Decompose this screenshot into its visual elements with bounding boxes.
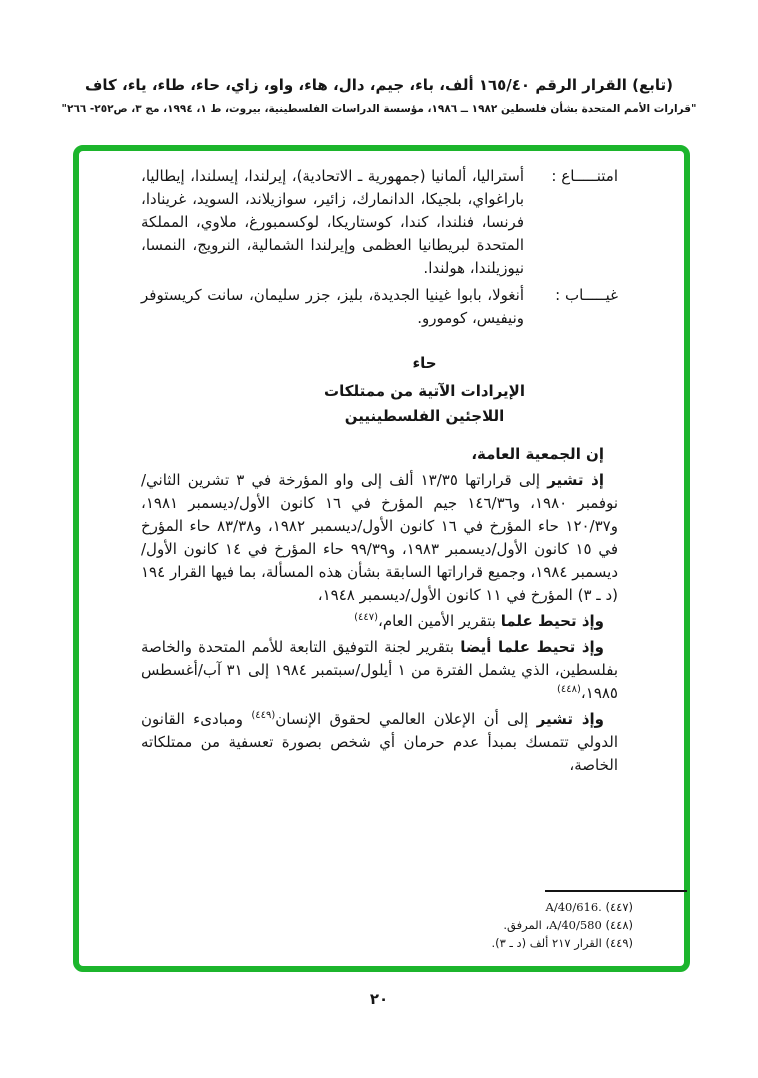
abstention-block bbox=[141, 165, 618, 280]
absent-countries: أنغولا، بابوا غينيا الجديدة، بليز، جزر سليمان، سانت كريستوفر ونيفيس، كومورو. bbox=[141, 286, 524, 327]
page-number: ٢٠ bbox=[369, 990, 389, 1008]
footnote-448 bbox=[347, 916, 687, 934]
resolution-opening-line: إن الجمعية العامة، bbox=[471, 445, 604, 463]
footnote-448-number: (٤٤٨) bbox=[605, 918, 633, 932]
page-body-text bbox=[141, 165, 618, 777]
footnotes-block bbox=[347, 890, 687, 952]
abstention-label: امتنـــــاع : bbox=[551, 167, 618, 185]
document-header-citation: "قرارات الأمم المتحدة بشأن فلسطين ١٩٨٢ ــ ١٩٨٦، مؤسسة الدراسات الفلسطينية، بيروت، ط ١، ١٩٩٤، مج ٣، ص٢٥٢- ٢٦٦" bbox=[61, 103, 697, 115]
footnote-449 bbox=[347, 934, 687, 952]
paragraph-recalling: إذ تشير إلى قراراتها ١٣/٣٥ ألف إلى واو المؤرخة في ٣ تشرين الثاني/نوفمبر ١٩٨٠، و١٤٦/٣٦ جيم المؤرخ في ١٦ كانون الأول/ديسمبر ١٩٨١، و١٢٠/٣٧ حاء المؤرخ في ١٦ كانون الأول/ديسمبر ١٩٨٢، و٨٣/٣٨ حاء المؤرخ في ١٥ كانون الأول/ديسمبر ١٩٨٣، و٩٩/٣٩ حاء المؤرخ في ١٤ كانون الأول/ديسمبر ١٩٨٤، وجميع قراراتها السابقة بشأن هذه المسألة، بما فيها القرار ١٩٤ (د ـ ٣) المؤرخ في ١١ كانون الأول/ديسمبر ١٩٤٨، bbox=[141, 471, 619, 604]
paragraph-taking-note-also: وإذ تحيط علما أيضا بتقرير لجنة التوفيق التابعة للأمم المتحدة والخاصة بفلسطين، الذي يشمل الفترة من ١ أيلول/سبتمبر ١٩٨٤ إلى ٣١ آب/أغسطس ١٩٨٥،$^{(٤٤٨)}$ bbox=[141, 638, 618, 702]
document-header-title: (تابع) القرار الرقم ١٦٥/٤٠ ألف، باء، جيم، دال، هاء، واو، زاي، حاء، طاء، ياء، كاف bbox=[85, 76, 673, 94]
green-border-frame bbox=[73, 145, 690, 972]
absent-label: غيـــــاب : bbox=[555, 286, 618, 304]
section-title-line1: الإيرادات الآتية من ممتلكات bbox=[324, 382, 525, 400]
footnote-449-text: القرار ٢١٧ ألف (د ـ ٣). bbox=[491, 936, 602, 950]
footnote-447-number: (٤٤٧) bbox=[605, 900, 633, 914]
paragraph-recalling-declaration: وإذ تشير إلى أن الإعلان العالمي لحقوق الإنسان$^{(٤٤٩)}$ ومبادىء القانون الدولي تتمسك بمبدأ عدم حرمان أي شخص بصورة تعسفية من ممتلكاته الخاصة، bbox=[141, 710, 618, 774]
footnote-448-reference: A/40/580 bbox=[549, 918, 602, 932]
section-title bbox=[141, 379, 618, 429]
footnote-447 bbox=[347, 898, 687, 916]
absent-block bbox=[141, 284, 618, 330]
abstention-countries: أستراليا، ألمانيا (جمهورية ـ الاتحادية)، إيرلندا، إيسلندا، إيطاليا، باراغواي، بلجيكا، الدانمارك، زائير، سوازيلاند، السويد، غرينادا، فرنسا، فنلندا، كندا، كوستاريكا، لوكسمبورغ، ملاوي، المملكة المتحدة لبريطانيا العظمى وإيرلندا الشمالية، النرويج، النمسا، نيوزيلندا، هولندا. bbox=[141, 167, 524, 277]
footnote-447-reference: A/40/616. bbox=[545, 900, 602, 914]
footnote-separator-rule bbox=[545, 890, 687, 892]
paragraph-taking-note: وإذ تحيط علما بتقرير الأمين العام،$^{(٤٤٧)}$ bbox=[354, 612, 604, 630]
footnote-448-text: ، المرفق. bbox=[503, 918, 550, 932]
footnote-449-number: (٤٤٩) bbox=[605, 936, 633, 950]
section-title-line2: اللاجئين الفلسطينيين bbox=[344, 407, 505, 425]
section-letter-heading: حاء bbox=[412, 354, 437, 372]
